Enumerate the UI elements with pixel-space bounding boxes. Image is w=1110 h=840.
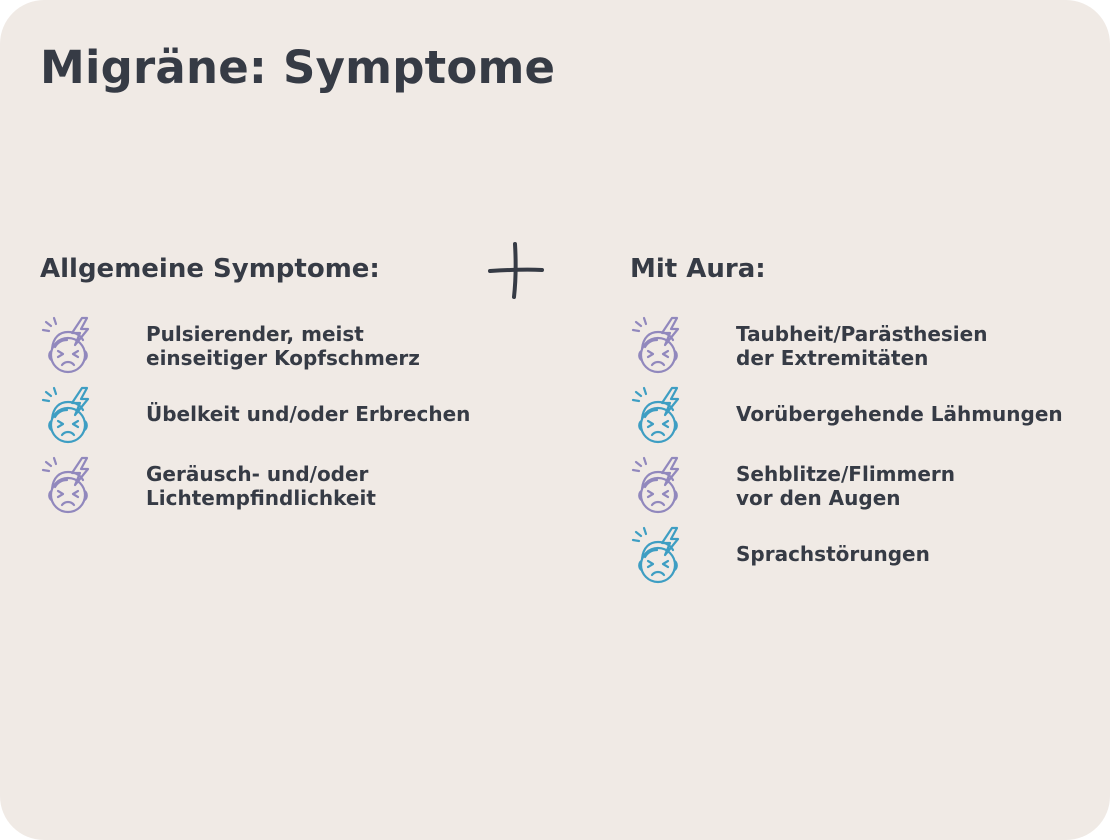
page-title: Migräne: Symptome [40,41,556,94]
symptom-label: Pulsierender, meist einseitiger Kopfschmerz [146,322,420,370]
headache-face-icon [40,456,100,520]
symptom-label: Sehblitze/Flimmern vor den Augen [736,462,956,510]
headache-face-icon [630,456,690,520]
symptom-label: Geräusch- und/oder Lichtempfindlichkeit [146,462,376,510]
headache-face-icon [630,526,690,590]
symptom-label: Sprachstörungen [736,542,930,566]
headache-face-icon [630,386,690,450]
plus-icon [486,241,544,299]
symptom-label: Taubheit/Parästhesien der Extremitäten [736,322,988,370]
general-symptoms-heading: Allgemeine Symptome: [40,254,380,284]
symptom-label: Vorübergehende Lähmungen [736,402,1063,426]
aura-symptoms-heading: Mit Aura: [630,254,766,284]
symptom-label: Übelkeit und/oder Erbrechen [146,402,471,426]
headache-face-icon [40,316,100,380]
headache-face-icon [40,386,100,450]
headache-face-icon [630,316,690,380]
